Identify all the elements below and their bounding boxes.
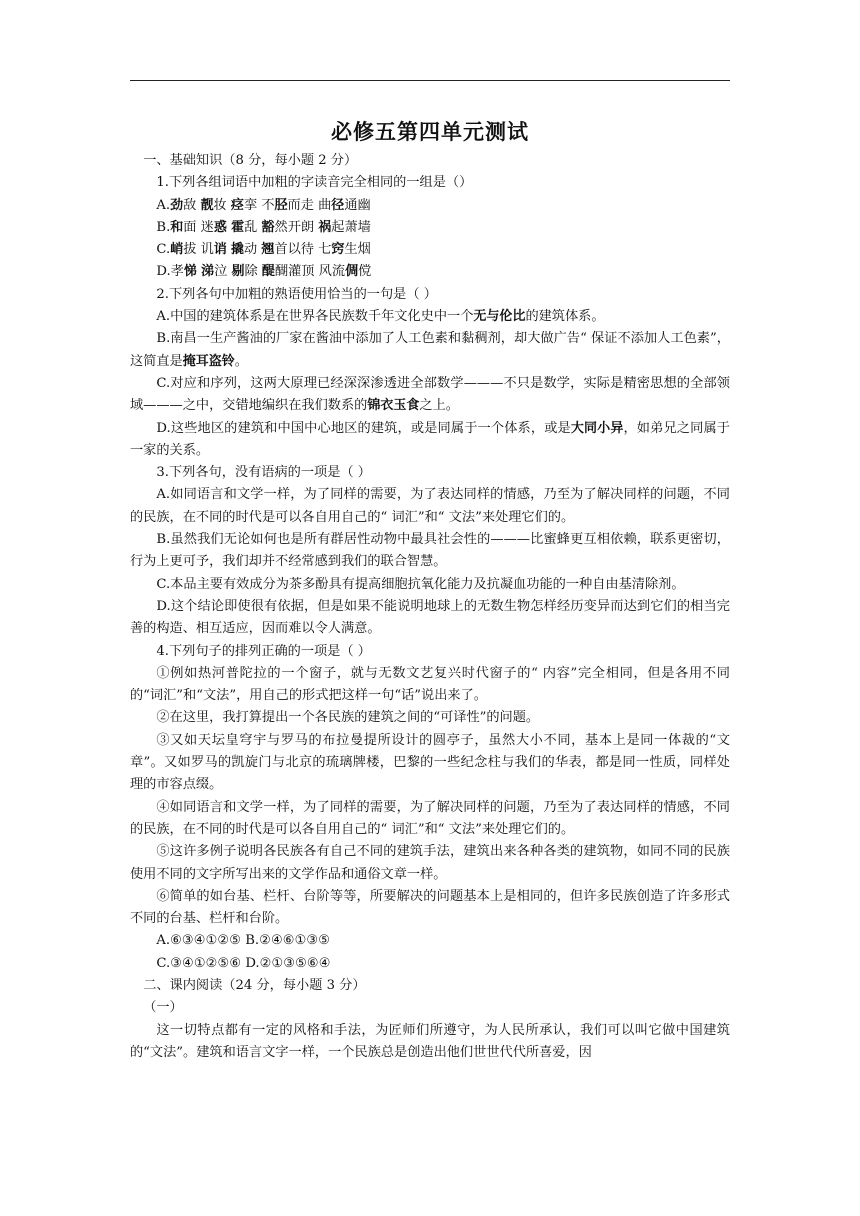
document-body [130,150,730,1064]
option-b: B.和面 迷惑 霍乱 豁然开朗 祸起萧墙 [156,219,371,235]
question-stem: 4.下列句子的排列正确的一项是（ ） [156,643,371,659]
page-title: 必修五第四单元测试 [331,120,529,144]
option-a: A.劲敌 靓妆 痉挛 不胫而走 曲径通幽 [156,197,371,213]
options-cd: C.③④①②⑤⑥ D.②①③⑤⑥④ [156,955,331,971]
sentence-2: ②在这里，我打算提出一个各民族的建筑之间的“可译性”的问题。 [156,710,540,726]
option-b: B.南昌一生产酱油的厂家在酱油中添加了人工色素和黏稠剂，却大做广告“ 保证不添加人工色素”，这简直是掩耳盗铃。 [130,331,730,369]
options-ab: A.⑥③④①②⑤ B.②④⑥①③⑤ [156,933,331,949]
sentence-1: ①例如热河普陀拉的一个窗子，就与无数文艺复兴时代窗子的“ 内容”完全相同，但是各用不同的“词汇”和“文法”，用自己的形式把这样一句“话”说出来了。 [130,665,730,704]
header-rule [130,80,730,81]
reading-passage: 这一切特点都有一定的风格和手法，为匠师们所遵守，为人民所承认，我们可以叫它做中国建筑的“文法”。建筑和语言文字一样，一个民族总是创造出他们世世代代所喜爱，因 [130,1022,730,1060]
option-d: D.孝悌 涕泣 剔除 醍醐灌顶 风流倜傥 [156,264,372,280]
sentence-5: ⑤这许多例子说明各民族各有自己不同的建筑手法，建筑出来各种各类的建筑物，如同不同的民族使用不同的文字所写出来的文学作品和通俗文章一样。 [130,844,730,882]
question-stem: 1.下列各组词语中加粗的字读音完全相同的一组是（） [156,175,473,191]
option-d: D.这个结论即使很有依据，但是如果不能说明地球上的无数生物怎样经历变异而达到它们的相当完善的构造、相互适应，因而难以令人满意。 [130,598,730,637]
option-d: D.这些地区的建筑和中国中心地区的建筑，或是同属于一个体系，或是大同小异，如弟兄之同属于一家的关系。 [130,420,730,458]
option-b: B.虽然我们无论如何也是所有群居性动物中最具社会性的———比蜜蜂更互相依赖，联系更密切，行为上更可予，我们却并不经常感到我们的联合智慧。 [130,532,730,570]
option-a: A.如同语言和文学一样，为了同样的需要，为了表达同样的情感，乃至为了解决同样的问题，不同的民族，在不同的时代是可以各自用自己的“ 词汇”和“ 文法”来处理它们的。 [130,487,730,525]
option-c: C.本品主要有效成分为茶多酚具有提高细胞抗氧化能力及抗凝血功能的一种自由基清除剂。 [156,576,685,592]
option-c: C.峭拔 讥诮 撬动 翘首以待 七窍生烟 [156,242,371,258]
question-stem: 2.下列各句中加粗的熟语使用恰当的一句是（ ） [156,286,437,302]
option-a: A.中国的建筑体系是在世界各民族数千年文化史中一个无与伦比的建筑体系。 [156,309,605,325]
sentence-6: ⑥简单的如台基、栏杆、台阶等等，所要解决的问题基本上是相同的，但许多民族创造了许多形式不同的台基、栏杆和台阶。 [130,888,730,927]
sentence-4: ④如同语言和文学一样，为了同样的需要，为了解决同样的问题，乃至为了表达同样的情感，不同的民族，在不同的时代是可以各自用自己的“ 词汇”和“ 文法”来处理它们的。 [130,799,730,837]
subsection-label: （一） [143,1000,183,1016]
option-c: C.对应和序列，这两大原理已经深深渗透进全部数学———不只是数学，实际是精密思想的全部领域———之中，交错地编织在我们数系的锦衣玉食之上。 [130,375,730,414]
section-heading: 二、课内阅读（24 分，每小题 3 分） [143,977,366,993]
question-stem: 3.下列各句，没有语病的一项是（ ） [156,465,371,481]
sentence-3: ③又如天坛皇穹宇与罗马的布拉曼提所设计的圆亭子，虽然大小不同，基本上是同一体裁的“文章”。又如罗马的凯旋门与北京的琉璃牌楼，巴黎的一些纪念柱与我们的华表，都是同一性质，同样处理的市容点缀。 [130,732,730,793]
section-heading: 一、基础知识（8 分，每小题 2 分） [143,153,358,168]
